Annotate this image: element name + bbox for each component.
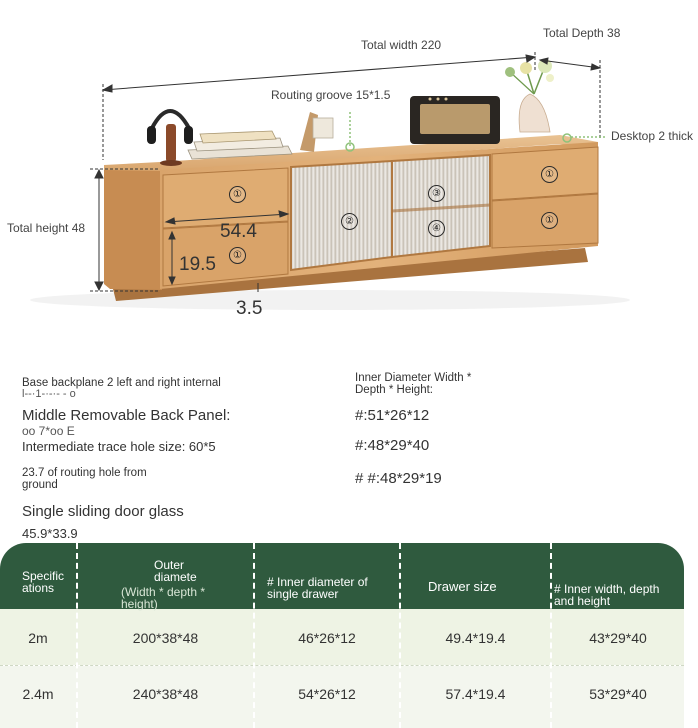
desktop-thick-label: Desktop 2 thick	[611, 129, 694, 143]
routing-groove-label: Routing groove 15*1.5	[271, 88, 391, 102]
marker-3: ③	[428, 185, 445, 202]
headphones-decor	[147, 111, 193, 166]
cell-spec: 2.4m	[22, 686, 54, 702]
cell-drawer-size: 57.4*19.4	[445, 686, 506, 702]
header-spec: Specific ations	[22, 569, 65, 595]
glass-text: Single sliding door glass	[22, 503, 184, 520]
cabinet-left-side	[104, 170, 162, 290]
glass-door-left	[291, 161, 392, 270]
cell-inner-drawer: 54*26*12	[298, 686, 356, 702]
routing-hole-text: 23.7 of routing hole from ground	[22, 467, 147, 491]
header-drawer-size: Drawer size	[428, 579, 497, 594]
cell-outer: 240*38*48	[132, 686, 199, 702]
cell-drawer-size: 49.4*19.4	[445, 630, 506, 646]
inner-dim-1: #:51*26*12	[355, 407, 430, 424]
cell-spec: 2m	[28, 630, 48, 646]
total-height-label: Total height 48	[7, 221, 86, 235]
header-inner-wdh: # Inner width, depth and height	[554, 582, 660, 608]
marker-4: ④	[428, 220, 445, 237]
header-outer-sub: (Width * depth * height)	[121, 585, 206, 611]
drawer-height-label: 19.5	[179, 254, 216, 275]
total-depth-label: Total Depth 38	[543, 26, 621, 40]
inner-diameter-title: Inner Diameter Width * Depth * Height:	[355, 372, 472, 396]
cell-outer: 200*38*48	[132, 630, 199, 646]
inner-dim-2: #:48*29*40	[355, 437, 430, 454]
row-divider	[0, 665, 684, 666]
tv-cabinet-diagram	[0, 0, 698, 330]
header-outer-title: Outer diamete	[154, 558, 197, 584]
total-width-label: Total width 220	[361, 38, 442, 52]
speaker-decor	[410, 96, 500, 144]
drawer-width-label: 54.4	[220, 221, 257, 242]
cell-inner-wdh: 43*29*40	[589, 630, 647, 646]
spec-table	[0, 543, 684, 728]
base-height-label: 3.5	[236, 298, 263, 319]
middle-panel-text: Middle Removable Back Panel:	[22, 407, 231, 424]
drawer-left-top	[163, 168, 288, 228]
trace-hole-text: Intermediate trace hole size: 60*5	[22, 439, 216, 454]
sculpture-decor	[300, 112, 333, 152]
marker-1-right-top: ①	[541, 166, 558, 183]
middle-panel-cut: oo 7*oo E	[22, 424, 75, 438]
cell-inner-wdh: 53*29*40	[589, 686, 647, 702]
header-inner-drawer: # Inner diameter of single drawer	[267, 575, 368, 601]
base-backplane-cut: l--·1-·-·- - o	[22, 388, 76, 400]
marker-1-left-bottom: ①	[229, 247, 246, 264]
marker-2: ②	[341, 213, 358, 230]
books-decor	[188, 131, 292, 159]
cell-inner-drawer: 46*26*12	[298, 630, 356, 646]
marker-1-left-top: ①	[229, 186, 246, 203]
base-backplane-text: Base backplane 2 left and right internal	[22, 377, 221, 389]
glass-size-text: 45.9*33.9	[22, 526, 78, 541]
marker-1-right-bottom: ①	[541, 212, 558, 229]
vase-flowers-decor	[505, 59, 554, 132]
inner-dim-3: # #:48*29*19	[355, 470, 442, 487]
